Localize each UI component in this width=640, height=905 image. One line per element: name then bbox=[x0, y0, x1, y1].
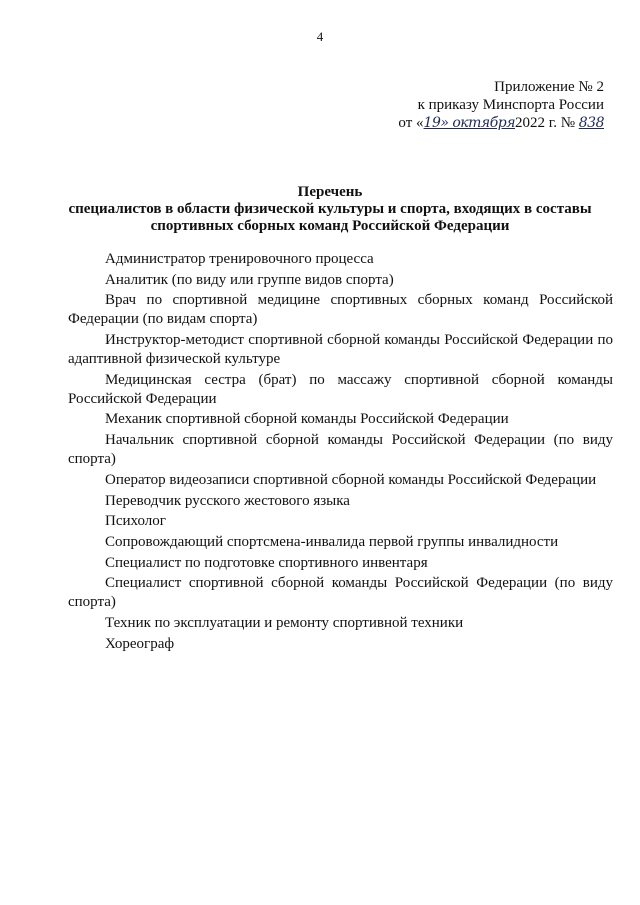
annex-order-date-line bbox=[364, 114, 604, 132]
list-item: Переводчик русского жестового языка bbox=[105, 492, 350, 509]
annex-title: Приложение № 2 bbox=[494, 79, 604, 95]
annex-order-ref: к приказу Минспорта России bbox=[417, 97, 604, 113]
list-item: Аналитик (по виду или группе видов спорта) bbox=[105, 271, 394, 288]
list-item: Врач по спортивной медицине спортивных сборных команд Российской Федерации (по видам спорта) bbox=[68, 292, 613, 328]
list-item: Сопровождающий спортсмена-инвалида первой группы инвалидности bbox=[105, 533, 559, 550]
title-heading: Перечень bbox=[297, 184, 363, 200]
title-subtitle-line-1: специалистов в области физической культуры и спорта, входящих в составы bbox=[68, 201, 592, 217]
specialist-list bbox=[68, 250, 613, 655]
handwritten-order-number: 838 bbox=[578, 115, 604, 131]
annex-date-prefix: от « bbox=[398, 115, 424, 131]
list-item: Специалист по подготовке спортивного инвентаря bbox=[105, 554, 428, 571]
list-item: Администратор тренировочного процесса bbox=[105, 251, 374, 267]
list-item: Психолог bbox=[105, 513, 166, 530]
list-item: Медицинская сестра (брат) по массажу спортивной сборной команды Российской Федерации bbox=[68, 371, 613, 407]
list-item: Оператор видеозаписи спортивной сборной команды Российской Федерации bbox=[105, 471, 597, 488]
annex-year: 2022 г. № bbox=[514, 115, 576, 131]
list-item: Хореограф bbox=[105, 635, 175, 652]
list-item: Инструктор-методист спортивной сборной команды Российской Федерации по адаптивной физической культуре bbox=[68, 332, 613, 368]
title-subtitle-line-2: спортивных сборных команд Российской Федерации bbox=[150, 218, 510, 234]
annex-header bbox=[364, 78, 604, 132]
list-item: Механик спортивной сборной команды Российской Федерации bbox=[105, 411, 509, 428]
handwritten-date: 19» октября bbox=[423, 115, 515, 131]
list-item: Начальник спортивной сборной команды Российской Федерации (по виду спорта) bbox=[68, 432, 613, 468]
document-title bbox=[40, 184, 620, 235]
page-number: 4 bbox=[316, 29, 324, 44]
list-item: Специалист спортивной сборной команды Российской Федерации (по виду спорта) bbox=[68, 575, 613, 611]
list-item: Техник по эксплуатации и ремонту спортивной техники bbox=[105, 614, 464, 631]
